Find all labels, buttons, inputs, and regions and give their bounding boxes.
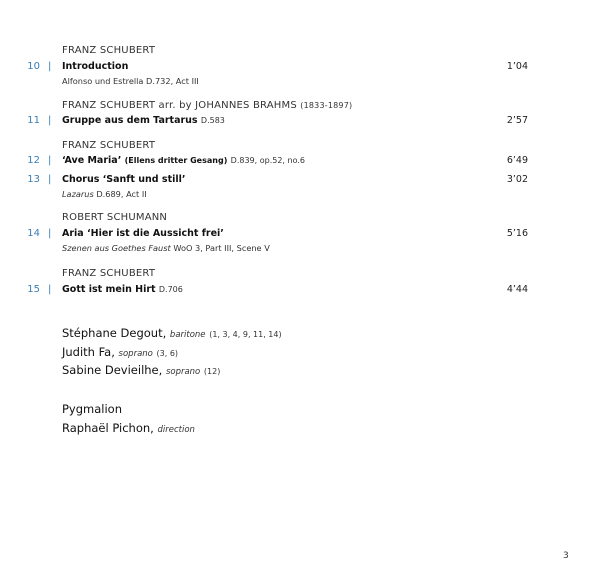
- performer-tracks: (12): [203, 367, 221, 376]
- track-title-text: Gott ist mein Hirt: [62, 284, 156, 295]
- performer-role: baritone: [169, 330, 206, 340]
- composer-heading: FRANZ SCHUBERT: [62, 45, 156, 56]
- track-duration: 1’04: [506, 61, 528, 72]
- composer-heading: ROBERT SCHUMANN: [62, 212, 168, 223]
- performer: [62, 345, 178, 359]
- composer-heading: FRANZ SCHUBERT: [62, 268, 156, 279]
- track-title: [62, 115, 225, 126]
- track-duration: 3’02: [506, 174, 528, 185]
- performer-name: Judith Fa,: [62, 345, 115, 359]
- track-title: Chorus ‘Sanft und still’: [62, 174, 186, 185]
- track-title: Aria ‘Hier ist die Aussicht frei’: [62, 228, 224, 239]
- work-title: Lazarus: [62, 189, 94, 199]
- composer-dates: (1833-1897): [300, 101, 353, 110]
- work-detail: D.689, Act II: [96, 189, 147, 199]
- track-separator: |: [48, 284, 52, 295]
- performer-name: Sabine Devieilhe,: [62, 363, 163, 377]
- track-number: 10: [27, 61, 40, 72]
- performer: [62, 326, 282, 340]
- track-number: 15: [27, 284, 40, 295]
- track-duration: 5’16: [506, 228, 528, 239]
- track-subtitle: [62, 243, 270, 253]
- performer-tracks: (3, 6): [156, 349, 179, 358]
- track-title: [62, 284, 183, 295]
- track-title-text: ‘Ave Maria’: [62, 155, 122, 166]
- track-duration: 2’57: [506, 115, 528, 126]
- performer-role: soprano: [118, 349, 153, 359]
- track-duration: 4’44: [506, 284, 528, 295]
- composer-names: FRANZ SCHUBERT arr. by JOHANNES BRAHMS: [62, 100, 297, 111]
- track-separator: |: [48, 115, 52, 126]
- performer: [62, 363, 220, 377]
- track-title: Introduction: [62, 61, 129, 72]
- track-catalog: D.583: [200, 116, 225, 125]
- track-duration: 6’49: [506, 155, 528, 166]
- ensemble-name: Pygmalion: [62, 402, 123, 416]
- track-title: [62, 155, 305, 166]
- conductor: [62, 421, 195, 435]
- performer-role: soprano: [165, 367, 201, 377]
- track-subtitle: [62, 189, 147, 199]
- track-catalog: D.839, op.52, no.6: [230, 156, 305, 165]
- track-separator: |: [48, 174, 52, 185]
- track-separator: |: [48, 228, 52, 239]
- track-number: 11: [27, 115, 40, 126]
- track-title-text: Gruppe aus dem Tartarus: [62, 115, 198, 126]
- track-subtitle: Alfonso und Estrella D.732, Act III: [62, 76, 199, 86]
- track-catalog: D.706: [158, 285, 183, 294]
- track-separator: |: [48, 61, 52, 72]
- composer-heading: [62, 100, 352, 111]
- composer-heading: FRANZ SCHUBERT: [62, 140, 156, 151]
- track-number: 12: [27, 155, 40, 166]
- track-number: 13: [27, 174, 40, 185]
- conductor-name: Raphaël Pichon,: [62, 421, 154, 435]
- page-number: 3: [563, 551, 569, 561]
- performer-name: Stéphane Degout,: [62, 326, 167, 340]
- track-separator: |: [48, 155, 52, 166]
- performer-tracks: (1, 3, 4, 9, 11, 14): [209, 330, 282, 339]
- work-title: Szenen aus Goethes Faust: [62, 243, 171, 253]
- track-title-paren: (Ellens dritter Gesang): [124, 156, 228, 165]
- track-number: 14: [27, 228, 40, 239]
- conductor-role: direction: [157, 425, 195, 435]
- work-detail: WoO 3, Part III, Scene V: [173, 243, 270, 253]
